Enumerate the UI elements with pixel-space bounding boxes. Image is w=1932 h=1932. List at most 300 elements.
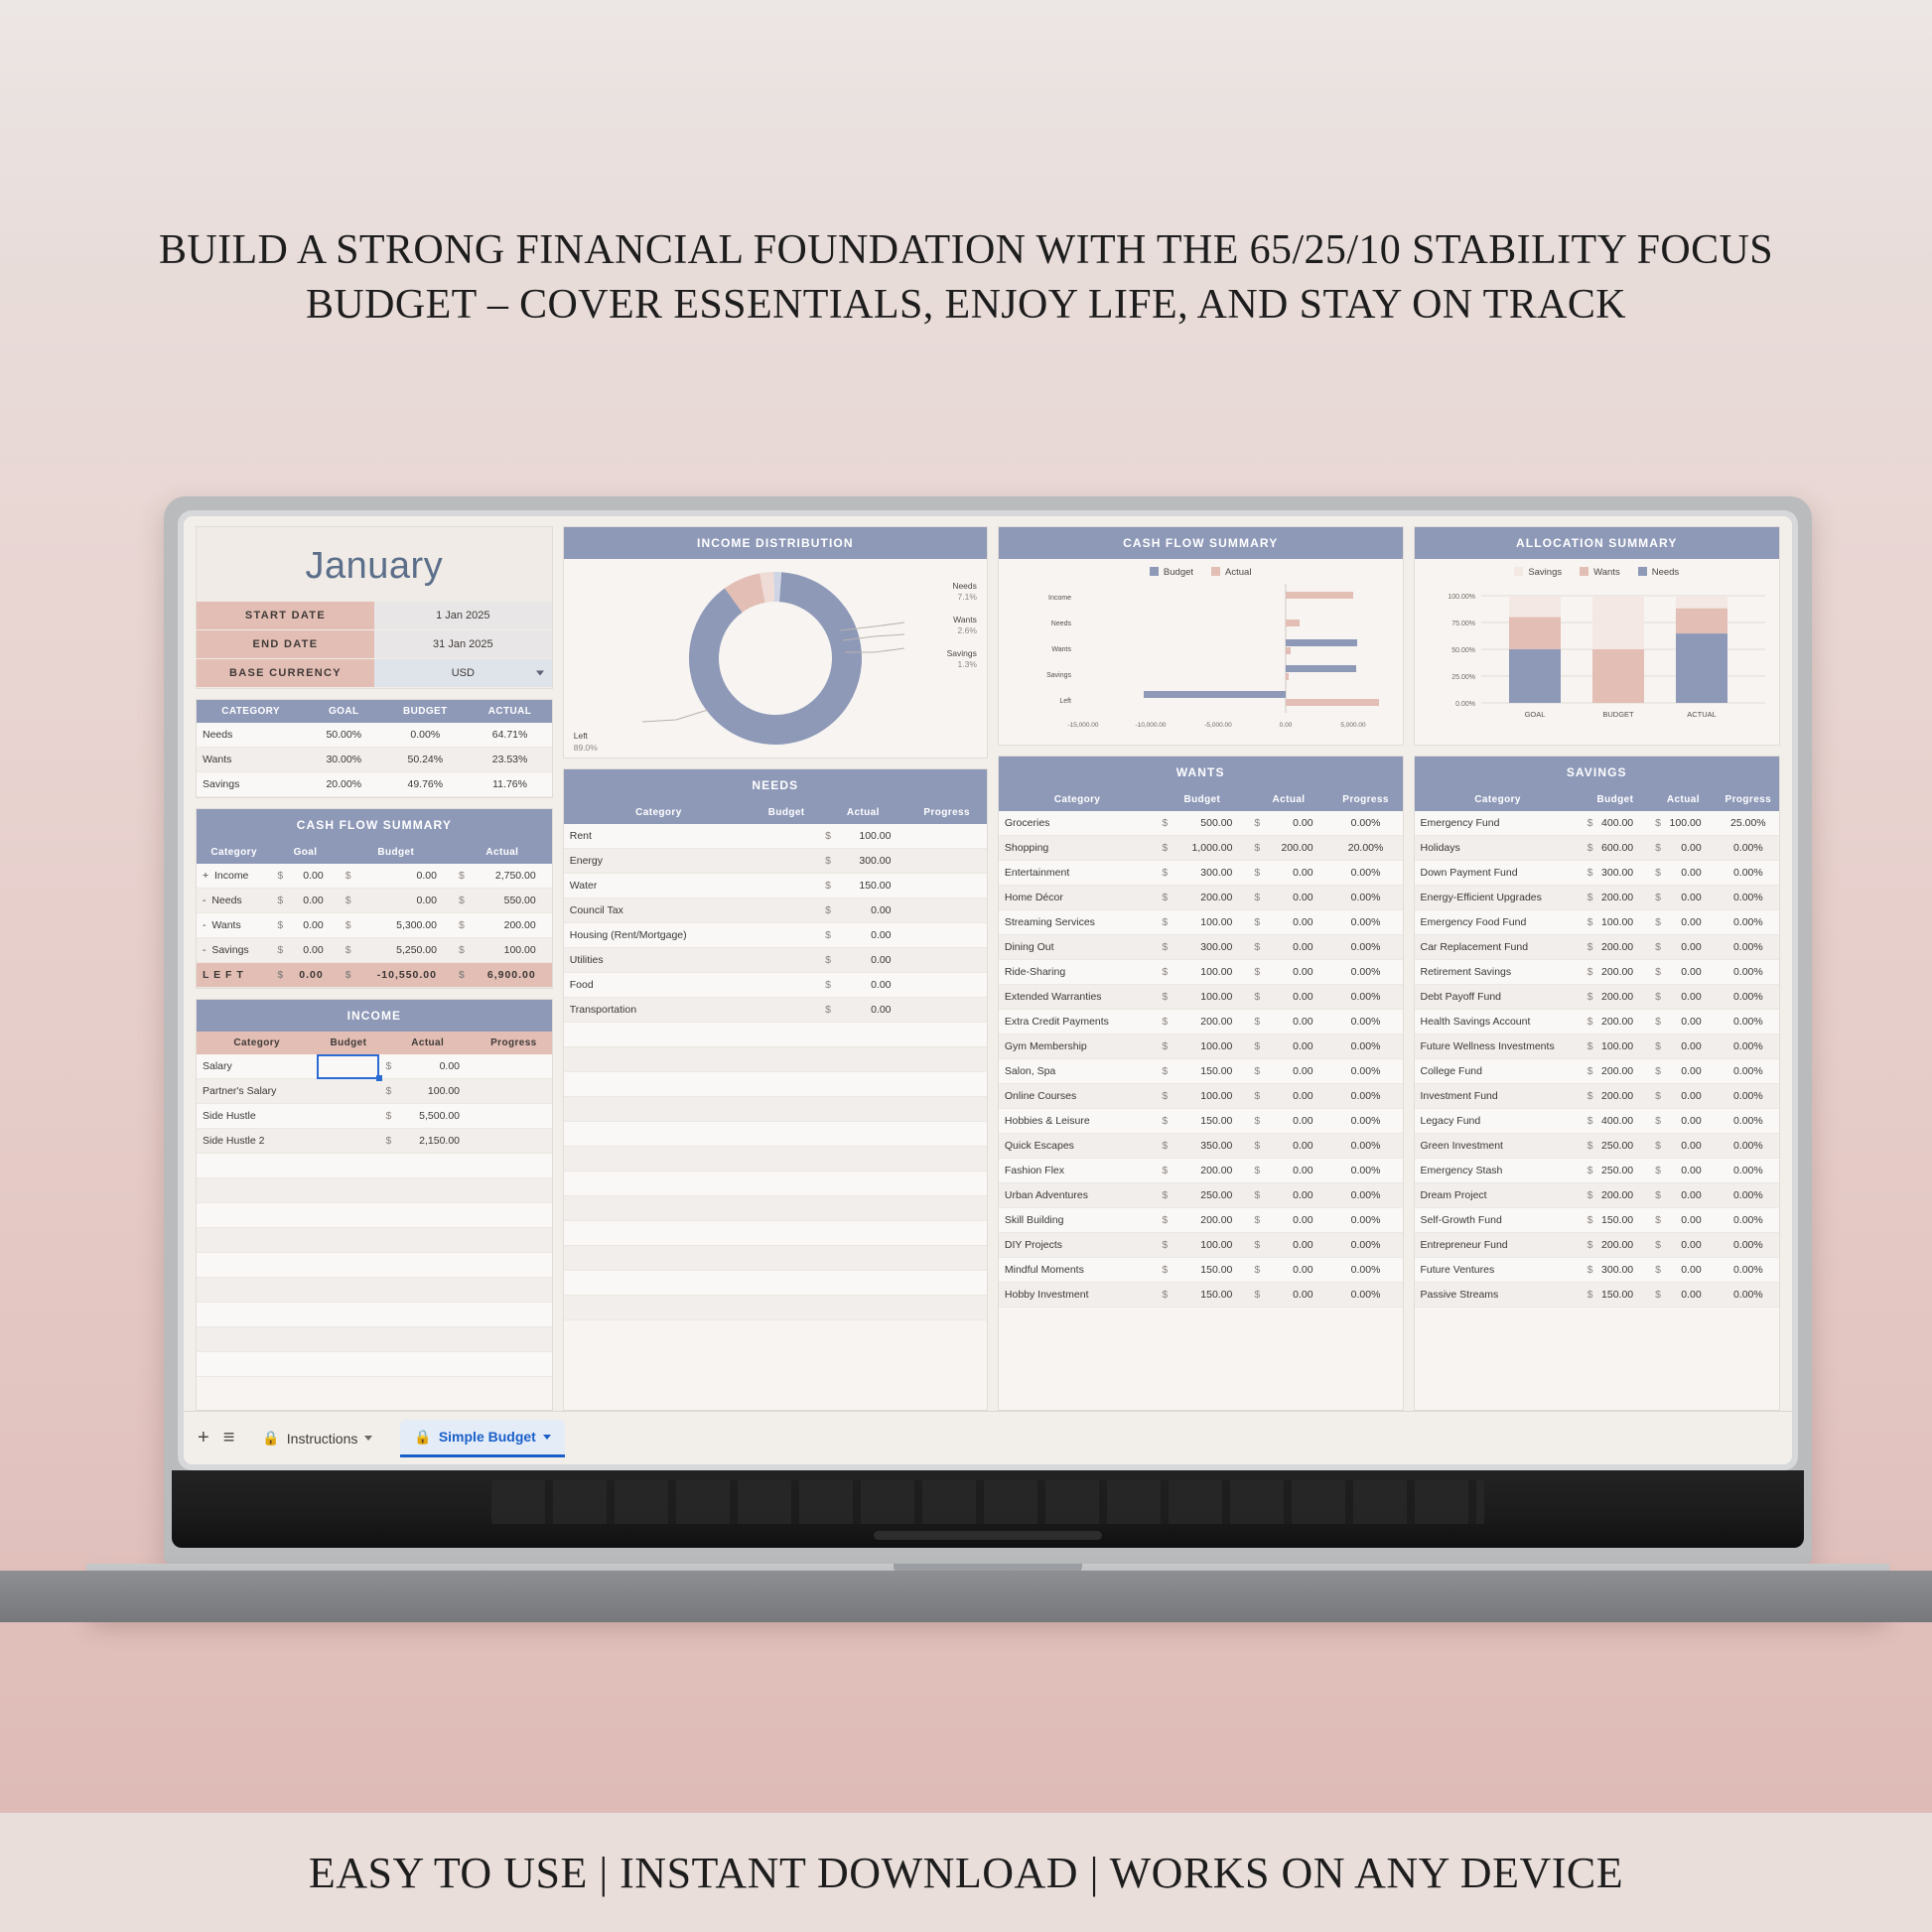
- cell-progress[interactable]: 0.00%: [1329, 910, 1403, 935]
- cell-progress[interactable]: 0.00%: [1329, 1283, 1403, 1308]
- cell-category[interactable]: Groceries: [999, 811, 1156, 836]
- start-date-value[interactable]: 1 Jan 2025: [374, 602, 552, 630]
- cell-progress[interactable]: [907, 973, 987, 998]
- cell-category[interactable]: Entrepreneur Fund: [1415, 1233, 1582, 1258]
- cell-actual[interactable]: $ 0.00: [1649, 1109, 1718, 1134]
- cell-category[interactable]: Salon, Spa: [999, 1059, 1156, 1084]
- cell-budget[interactable]: $ 100.00: [1582, 1035, 1650, 1059]
- cell-category[interactable]: Emergency Stash: [1415, 1159, 1582, 1183]
- cell-progress[interactable]: 0.00%: [1329, 811, 1403, 836]
- wants-title: WANTS: [999, 757, 1403, 788]
- cell-budget[interactable]: $ 200.00: [1156, 1159, 1248, 1183]
- cell-actual[interactable]: $ 0.00: [819, 973, 906, 998]
- cell-category[interactable]: Quick Escapes: [999, 1134, 1156, 1159]
- cell-budget[interactable]: $ 1,000.00: [1156, 836, 1248, 861]
- cell-budget[interactable]: $ 200.00: [1156, 886, 1248, 910]
- cell-actual[interactable]: $ 0.00: [1248, 910, 1328, 935]
- cell-budget[interactable]: $ 150.00: [1156, 1109, 1248, 1134]
- table-row: [999, 886, 1403, 910]
- cell-budget[interactable]: $ 150.00: [1582, 1283, 1650, 1308]
- savings-panel: [1414, 756, 1781, 1411]
- cell-category[interactable]: Future Ventures: [1415, 1258, 1582, 1283]
- cell-budget[interactable]: $ 150.00: [1582, 1208, 1650, 1233]
- cell-progress[interactable]: 0.00%: [1329, 886, 1403, 910]
- cell-actual[interactable]: $ 6,900.00: [453, 963, 552, 988]
- cell-category[interactable]: Retirement Savings: [1415, 960, 1582, 985]
- cell-actual[interactable]: $ 200.00: [453, 913, 552, 938]
- cell-progress[interactable]: 0.00%: [1718, 1059, 1779, 1084]
- cash-flow-title: CASH FLOW SUMMARY: [197, 809, 552, 841]
- svg-text:0.00: 0.00: [1279, 722, 1293, 729]
- table-row-empty: [197, 1178, 552, 1203]
- cell-actual[interactable]: $ 0.00: [1649, 985, 1718, 1010]
- cell-actual[interactable]: $ 0.00: [1248, 1059, 1328, 1084]
- col-progress: Progress: [907, 801, 987, 824]
- cell-budget[interactable]: [754, 874, 819, 898]
- svg-text:-5,000.00: -5,000.00: [1204, 722, 1232, 729]
- col-category: Category: [197, 841, 271, 864]
- cell-budget[interactable]: [754, 898, 819, 923]
- cell-progress[interactable]: 0.00%: [1718, 985, 1779, 1010]
- cell-budget[interactable]: [754, 973, 819, 998]
- cell-actual[interactable]: $ 550.00: [453, 889, 552, 913]
- cell-budget[interactable]: $ 500.00: [1156, 811, 1248, 836]
- table-row-empty: [564, 1072, 987, 1097]
- cell-category[interactable]: Emergency Fund: [1415, 811, 1582, 836]
- cell-actual[interactable]: $ 200.00: [1248, 836, 1328, 861]
- cell-budget[interactable]: $ 100.00: [1156, 1233, 1248, 1258]
- cell-actual[interactable]: $ 0.00: [1248, 1159, 1328, 1183]
- cell-budget[interactable]: $ 200.00: [1582, 886, 1650, 910]
- callout-wants: [953, 615, 977, 637]
- cell-category[interactable]: Hobbies & Leisure: [999, 1109, 1156, 1134]
- cell-actual[interactable]: $ 0.00: [1649, 910, 1718, 935]
- table-row: [999, 1084, 1403, 1109]
- cell-category[interactable]: Energy: [564, 849, 754, 874]
- cell-progress[interactable]: 0.00%: [1718, 861, 1779, 886]
- cell-progress[interactable]: 0.00%: [1718, 1109, 1779, 1134]
- cell-actual[interactable]: $ 0.00: [1248, 861, 1328, 886]
- cell-progress[interactable]: 0.00%: [1329, 861, 1403, 886]
- cell-progress[interactable]: 0.00%: [1718, 1183, 1779, 1208]
- cell-category[interactable]: Salary: [197, 1054, 317, 1079]
- cell-progress[interactable]: 0.00%: [1718, 935, 1779, 960]
- cell-category[interactable]: Needs: [197, 723, 305, 748]
- cell-progress[interactable]: 0.00%: [1329, 1109, 1403, 1134]
- cell-category[interactable]: College Fund: [1415, 1059, 1582, 1084]
- cell-category[interactable]: Energy-Efficient Upgrades: [1415, 886, 1582, 910]
- cell-progress[interactable]: [476, 1104, 552, 1129]
- tab-simple-budget[interactable]: [400, 1420, 564, 1457]
- table-row: [1415, 1159, 1780, 1183]
- cell-actual[interactable]: 64.71%: [468, 723, 551, 748]
- cell-budget[interactable]: $ 100.00: [1156, 1084, 1248, 1109]
- cell-budget[interactable]: $ 150.00: [1156, 1283, 1248, 1308]
- cell-actual[interactable]: $ 0.00: [1649, 1233, 1718, 1258]
- cell-budget[interactable]: $ 200.00: [1582, 1183, 1650, 1208]
- table-row: [999, 1283, 1403, 1308]
- table-row-empty: [564, 1023, 987, 1047]
- cell-category[interactable]: DIY Projects: [999, 1233, 1156, 1258]
- cell-category[interactable]: - Wants: [197, 913, 271, 938]
- table-row: [999, 836, 1403, 861]
- cell-category[interactable]: Self-Growth Fund: [1415, 1208, 1582, 1233]
- cell-category[interactable]: - Needs: [197, 889, 271, 913]
- cell-category[interactable]: Skill Building: [999, 1208, 1156, 1233]
- cell-budget[interactable]: $ 600.00: [1582, 836, 1650, 861]
- cell-goal[interactable]: $ 0.00: [271, 938, 339, 963]
- cell-actual[interactable]: $ 0.00: [1649, 1159, 1718, 1183]
- svg-text:5,000.00: 5,000.00: [1340, 722, 1366, 729]
- cell-actual[interactable]: $ 0.00: [1248, 1233, 1328, 1258]
- svg-text:50.00%: 50.00%: [1451, 647, 1476, 654]
- cell-category[interactable]: Side Hustle: [197, 1104, 317, 1129]
- cell-category[interactable]: Investment Fund: [1415, 1084, 1582, 1109]
- keyboard: [491, 1480, 1484, 1524]
- cell-actual[interactable]: $ 0.00: [819, 898, 906, 923]
- cell-budget[interactable]: 50.24%: [382, 748, 468, 772]
- cell-actual[interactable]: $ 100.00: [379, 1079, 476, 1104]
- cell-actual[interactable]: $ 0.00: [1649, 1059, 1718, 1084]
- cell-actual[interactable]: $ 0.00: [1649, 886, 1718, 910]
- cell-progress[interactable]: 0.00%: [1718, 886, 1779, 910]
- cell-budget[interactable]: [317, 1054, 379, 1079]
- cell-category[interactable]: Side Hustle 2: [197, 1129, 317, 1154]
- table-row: [999, 960, 1403, 985]
- cell-actual[interactable]: $ 0.00: [1649, 935, 1718, 960]
- cell-category[interactable]: Entertainment: [999, 861, 1156, 886]
- cell-progress[interactable]: [907, 849, 987, 874]
- cell-budget[interactable]: $ 300.00: [1156, 935, 1248, 960]
- cell-category[interactable]: Food: [564, 973, 754, 998]
- cell-category[interactable]: Health Savings Account: [1415, 1010, 1582, 1035]
- cell-category[interactable]: - Savings: [197, 938, 271, 963]
- cell-progress[interactable]: 0.00%: [1718, 1258, 1779, 1283]
- svg-text:0.00%: 0.00%: [1455, 701, 1476, 708]
- cell-budget[interactable]: $ 200.00: [1582, 985, 1650, 1010]
- base-currency-value: USD: [451, 667, 475, 679]
- cell-budget[interactable]: $ 200.00: [1582, 1084, 1650, 1109]
- cell-category[interactable]: L E F T: [197, 963, 271, 988]
- cell-actual[interactable]: $ 0.00: [1649, 1010, 1718, 1035]
- cell-progress[interactable]: 0.00%: [1329, 1010, 1403, 1035]
- svg-text:-10,000.00: -10,000.00: [1135, 722, 1167, 729]
- cell-progress[interactable]: 0.00%: [1718, 910, 1779, 935]
- cell-goal[interactable]: 20.00%: [305, 772, 382, 797]
- cell-actual[interactable]: $ 300.00: [819, 849, 906, 874]
- cell-actual[interactable]: $ 0.00: [1649, 1134, 1718, 1159]
- cell-goal[interactable]: $ 0.00: [271, 913, 339, 938]
- cell-goal[interactable]: 50.00%: [305, 723, 382, 748]
- cell-actual[interactable]: $ 0.00: [1248, 1084, 1328, 1109]
- cell-progress[interactable]: 0.00%: [1718, 836, 1779, 861]
- cell-category[interactable]: Savings: [197, 772, 305, 797]
- add-sheet-button[interactable]: +: [198, 1427, 209, 1449]
- col-category: CATEGORY: [197, 700, 305, 723]
- cell-progress[interactable]: [907, 898, 987, 923]
- cell-actual[interactable]: $ 100.00: [819, 824, 906, 849]
- legend-budget: Budget: [1150, 567, 1193, 578]
- table-row: [999, 1233, 1403, 1258]
- cell-budget[interactable]: $ 200.00: [1156, 1208, 1248, 1233]
- base-currency-select[interactable]: [374, 659, 552, 688]
- cell-progress[interactable]: 0.00%: [1329, 1134, 1403, 1159]
- cell-progress[interactable]: [476, 1129, 552, 1154]
- cell-progress[interactable]: 0.00%: [1329, 960, 1403, 985]
- cell-actual[interactable]: $ 150.00: [819, 874, 906, 898]
- table-row: [197, 913, 552, 938]
- cell-budget[interactable]: 0.00%: [382, 723, 468, 748]
- cell-category[interactable]: Online Courses: [999, 1084, 1156, 1109]
- cell-budget[interactable]: $ 400.00: [1582, 1109, 1650, 1134]
- cell-category[interactable]: Water: [564, 874, 754, 898]
- cell-budget[interactable]: $ 400.00: [1582, 811, 1650, 836]
- lock-icon: 🔒: [262, 1430, 280, 1446]
- cell-actual[interactable]: $ 0.00: [1248, 1134, 1328, 1159]
- cell-progress[interactable]: 0.00%: [1329, 1233, 1403, 1258]
- cell-category[interactable]: Legacy Fund: [1415, 1109, 1582, 1134]
- cell-category[interactable]: Down Payment Fund: [1415, 861, 1582, 886]
- cell-category[interactable]: Urban Adventures: [999, 1183, 1156, 1208]
- cell-actual[interactable]: $ 0.00: [1248, 1258, 1328, 1283]
- cell-category[interactable]: Rent: [564, 824, 754, 849]
- cell-actual[interactable]: $ 0.00: [819, 923, 906, 948]
- cell-budget[interactable]: $ 350.00: [1156, 1134, 1248, 1159]
- cell-budget[interactable]: $ 100.00: [1156, 1035, 1248, 1059]
- table-row: [564, 898, 987, 923]
- cell-actual[interactable]: $ 0.00: [1248, 1035, 1328, 1059]
- cell-category[interactable]: Fashion Flex: [999, 1159, 1156, 1183]
- cell-progress[interactable]: 25.00%: [1718, 811, 1779, 836]
- cell-category[interactable]: + Income: [197, 864, 271, 889]
- end-date-value[interactable]: 31 Jan 2025: [374, 630, 552, 659]
- cell-goal[interactable]: $ 0.00: [271, 963, 339, 988]
- cell-progress[interactable]: 0.00%: [1329, 1159, 1403, 1183]
- svg-text:25.00%: 25.00%: [1451, 674, 1476, 681]
- cell-budget[interactable]: [754, 849, 819, 874]
- cell-category[interactable]: Housing (Rent/Mortgage): [564, 923, 754, 948]
- callout-value: 1.3%: [957, 659, 977, 670]
- svg-text:Savings: Savings: [1046, 672, 1072, 679]
- cell-budget[interactable]: $ 100.00: [1156, 960, 1248, 985]
- cell-progress[interactable]: 0.00%: [1718, 960, 1779, 985]
- cell-category[interactable]: Emergency Food Fund: [1415, 910, 1582, 935]
- cell-budget[interactable]: [754, 824, 819, 849]
- cell-budget[interactable]: [754, 948, 819, 973]
- cell-progress[interactable]: 0.00%: [1718, 1159, 1779, 1183]
- cell-progress[interactable]: 0.00%: [1329, 935, 1403, 960]
- col-category: Category: [564, 801, 754, 824]
- cell-category[interactable]: Dining Out: [999, 935, 1156, 960]
- cell-budget[interactable]: $ 250.00: [1156, 1183, 1248, 1208]
- cell-progress[interactable]: 0.00%: [1329, 1183, 1403, 1208]
- cell-budget[interactable]: $ 250.00: [1582, 1159, 1650, 1183]
- cell-category[interactable]: Green Investment: [1415, 1134, 1582, 1159]
- cell-goal[interactable]: $ 0.00: [271, 864, 339, 889]
- cell-progress[interactable]: [907, 948, 987, 973]
- cell-actual[interactable]: $ 0.00: [1248, 1183, 1328, 1208]
- cell-progress[interactable]: [907, 998, 987, 1023]
- cell-category[interactable]: Gym Membership: [999, 1035, 1156, 1059]
- cell-category[interactable]: Council Tax: [564, 898, 754, 923]
- cell-category[interactable]: Dream Project: [1415, 1183, 1582, 1208]
- base-currency-label: BASE CURRENCY: [197, 659, 374, 688]
- cell-budget[interactable]: $ 100.00: [1156, 910, 1248, 935]
- cell-actual[interactable]: $ 0.00: [1248, 886, 1328, 910]
- cell-budget[interactable]: $ 150.00: [1156, 1059, 1248, 1084]
- cell-actual[interactable]: $ 0.00: [1649, 1183, 1718, 1208]
- cell-category[interactable]: Utilities: [564, 948, 754, 973]
- cell-actual[interactable]: $ 0.00: [1248, 960, 1328, 985]
- chevron-down-icon[interactable]: [543, 1435, 551, 1440]
- cell-actual[interactable]: $ 5,500.00: [379, 1104, 476, 1129]
- cell-actual[interactable]: $ 100.00: [453, 938, 552, 963]
- cell-category[interactable]: Car Replacement Fund: [1415, 935, 1582, 960]
- setup-row: [197, 602, 552, 630]
- cell-actual[interactable]: $ 2,750.00: [453, 864, 552, 889]
- cell-actual[interactable]: $ 0.00: [1649, 861, 1718, 886]
- cell-progress[interactable]: 0.00%: [1718, 1208, 1779, 1233]
- cell-actual[interactable]: $ 0.00: [1248, 811, 1328, 836]
- cell-budget[interactable]: $ 100.00: [1582, 910, 1650, 935]
- table-row: [999, 811, 1403, 836]
- cell-progress[interactable]: [907, 824, 987, 849]
- cell-progress[interactable]: 0.00%: [1718, 1010, 1779, 1035]
- cell-progress[interactable]: 0.00%: [1329, 985, 1403, 1010]
- cell-progress[interactable]: 0.00%: [1718, 1233, 1779, 1258]
- cell-progress[interactable]: 0.00%: [1718, 1084, 1779, 1109]
- cell-category[interactable]: Passive Streams: [1415, 1283, 1582, 1308]
- cell-budget[interactable]: $ 300.00: [1582, 861, 1650, 886]
- footer-text: EASY TO USE | INSTANT DOWNLOAD | WORKS ON ANY DEVICE: [308, 1848, 1624, 1897]
- cell-category[interactable]: Wants: [197, 748, 305, 772]
- cell-actual[interactable]: $ 0.00: [1248, 1109, 1328, 1134]
- table-row-empty: [564, 1172, 987, 1196]
- cell-category[interactable]: Debt Payoff Fund: [1415, 985, 1582, 1010]
- cell-budget[interactable]: [754, 998, 819, 1023]
- cell-budget[interactable]: $ 100.00: [1156, 985, 1248, 1010]
- cell-category[interactable]: Streaming Services: [999, 910, 1156, 935]
- cell-progress[interactable]: 0.00%: [1329, 1059, 1403, 1084]
- cell-goal[interactable]: $ 0.00: [271, 889, 339, 913]
- allocation-table: [197, 700, 552, 797]
- cell-goal[interactable]: 30.00%: [305, 748, 382, 772]
- cell-budget[interactable]: $ 200.00: [1582, 1233, 1650, 1258]
- cell-progress[interactable]: [476, 1054, 552, 1079]
- cell-category[interactable]: Future Wellness Investments: [1415, 1035, 1582, 1059]
- cell-progress[interactable]: 0.00%: [1329, 1035, 1403, 1059]
- cell-progress[interactable]: [907, 923, 987, 948]
- cell-budget[interactable]: $ 150.00: [1156, 1258, 1248, 1283]
- cell-actual[interactable]: $ 100.00: [1649, 811, 1718, 836]
- tab-instructions[interactable]: [248, 1421, 386, 1455]
- cell-budget[interactable]: $ 5,250.00: [340, 938, 453, 963]
- cell-category[interactable]: Transportation: [564, 998, 754, 1023]
- all-sheets-menu-button[interactable]: ≡: [222, 1427, 235, 1449]
- chevron-down-icon[interactable]: [364, 1436, 372, 1441]
- cell-category[interactable]: Home Décor: [999, 886, 1156, 910]
- cell-budget[interactable]: [317, 1129, 379, 1154]
- cell-progress[interactable]: 0.00%: [1329, 1258, 1403, 1283]
- cell-category[interactable]: Extended Warranties: [999, 985, 1156, 1010]
- cell-progress[interactable]: [907, 874, 987, 898]
- table-row-empty: [197, 1352, 552, 1377]
- allocation-chart-panel: [1414, 526, 1781, 746]
- cell-actual[interactable]: $ 0.00: [1248, 1283, 1328, 1308]
- cell-category[interactable]: Mindful Moments: [999, 1258, 1156, 1283]
- table-row-empty: [564, 1147, 987, 1172]
- cell-budget[interactable]: $ 5,300.00: [340, 913, 453, 938]
- cell-actual[interactable]: $ 0.00: [819, 998, 906, 1023]
- cell-actual[interactable]: $ 0.00: [1649, 1208, 1718, 1233]
- cell-budget[interactable]: [317, 1079, 379, 1104]
- cell-category[interactable]: Extra Credit Payments: [999, 1010, 1156, 1035]
- cell-actual[interactable]: $ 0.00: [379, 1054, 476, 1079]
- cell-actual[interactable]: $ 0.00: [1248, 1010, 1328, 1035]
- cell-actual[interactable]: $ 0.00: [1248, 985, 1328, 1010]
- cell-budget[interactable]: 49.76%: [382, 772, 468, 797]
- cell-budget[interactable]: $ 0.00: [340, 889, 453, 913]
- cell-progress[interactable]: 0.00%: [1329, 1208, 1403, 1233]
- cell-progress[interactable]: 0.00%: [1718, 1035, 1779, 1059]
- cell-progress[interactable]: 0.00%: [1718, 1283, 1779, 1308]
- cell-actual[interactable]: $ 0.00: [1649, 1283, 1718, 1308]
- cell-actual[interactable]: 23.53%: [468, 748, 551, 772]
- cell-actual[interactable]: 11.76%: [468, 772, 551, 797]
- cell-budget[interactable]: $ 0.00: [340, 864, 453, 889]
- cell-budget[interactable]: $ 200.00: [1582, 935, 1650, 960]
- cell-budget[interactable]: [317, 1104, 379, 1129]
- cell-budget[interactable]: $ 200.00: [1582, 1010, 1650, 1035]
- svg-text:BUDGET: BUDGET: [1602, 710, 1634, 719]
- cell-budget[interactable]: $ -10,550.00: [340, 963, 453, 988]
- col-goal: GOAL: [305, 700, 382, 723]
- cell-progress[interactable]: 20.00%: [1329, 836, 1403, 861]
- cell-budget[interactable]: $ 200.00: [1582, 1059, 1650, 1084]
- cell-category[interactable]: Ride-Sharing: [999, 960, 1156, 985]
- table-row: [564, 849, 987, 874]
- cell-category[interactable]: Partner's Salary: [197, 1079, 317, 1104]
- cell-progress[interactable]: 0.00%: [1329, 1084, 1403, 1109]
- cell-actual[interactable]: $ 0.00: [1248, 935, 1328, 960]
- cell-actual[interactable]: $ 0.00: [1248, 1208, 1328, 1233]
- cell-budget[interactable]: [754, 923, 819, 948]
- cell-actual[interactable]: $ 0.00: [1649, 960, 1718, 985]
- cell-actual[interactable]: $ 0.00: [1649, 1084, 1718, 1109]
- column-allocation-savings: [1414, 526, 1781, 1411]
- cell-category[interactable]: Shopping: [999, 836, 1156, 861]
- cell-budget[interactable]: $ 250.00: [1582, 1134, 1650, 1159]
- cell-budget[interactable]: $ 200.00: [1156, 1010, 1248, 1035]
- cell-actual[interactable]: $ 0.00: [819, 948, 906, 973]
- cell-actual[interactable]: $ 0.00: [1649, 1035, 1718, 1059]
- table-row: [564, 923, 987, 948]
- cell-actual[interactable]: $ 0.00: [1649, 1258, 1718, 1283]
- cell-progress[interactable]: [476, 1079, 552, 1104]
- cell-budget[interactable]: $ 300.00: [1156, 861, 1248, 886]
- cell-budget[interactable]: $ 200.00: [1582, 960, 1650, 985]
- table-row: [999, 1183, 1403, 1208]
- cell-category[interactable]: Hobby Investment: [999, 1283, 1156, 1308]
- col-budget: BUDGET: [382, 700, 468, 723]
- cell-actual[interactable]: $ 0.00: [1649, 836, 1718, 861]
- cell-category[interactable]: Holidays: [1415, 836, 1582, 861]
- cell-actual[interactable]: $ 2,150.00: [379, 1129, 476, 1154]
- table-row: [197, 889, 552, 913]
- cell-progress[interactable]: 0.00%: [1718, 1134, 1779, 1159]
- cell-budget[interactable]: $ 300.00: [1582, 1258, 1650, 1283]
- screen: [184, 516, 1792, 1464]
